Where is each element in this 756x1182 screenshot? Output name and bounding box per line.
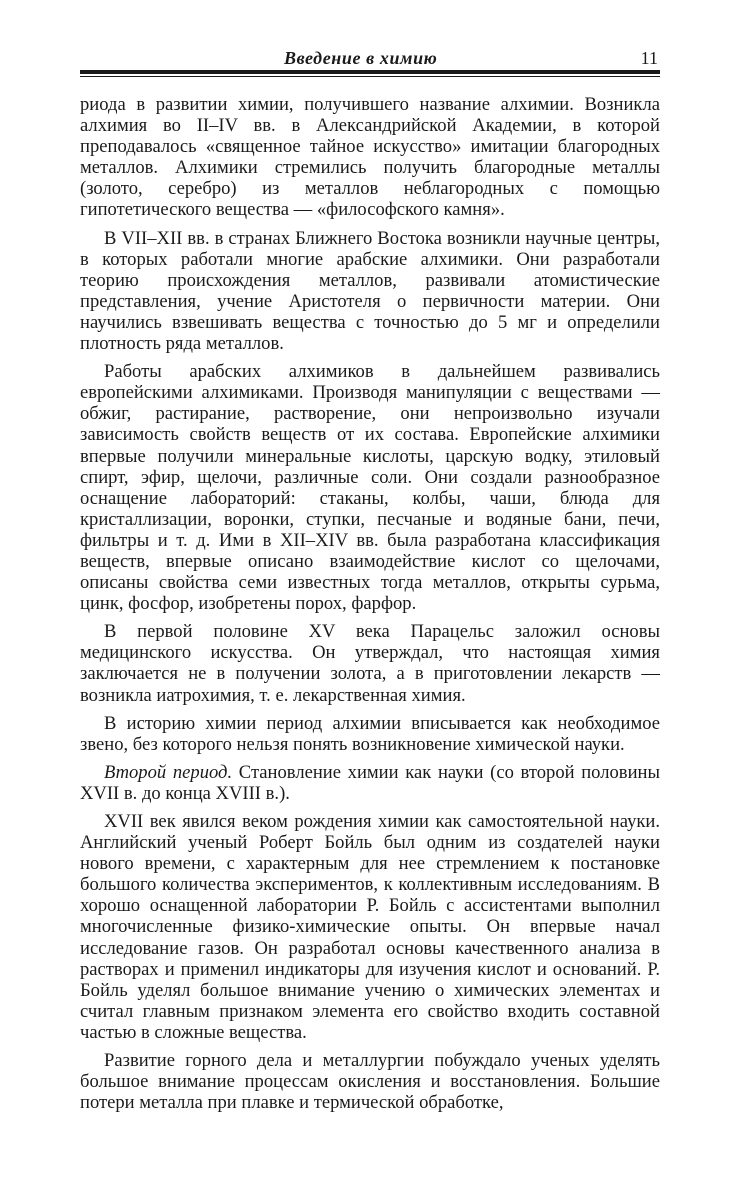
paragraph-paracelsus: В первой половине XV века Парацельс заложил основы медицинского искусства. Он утверждал, что настоящая химия заключается не в получении золота, а в приготовлении лекарств — возникла иатрохимия, т. е. лекарственная химия. <box>80 621 660 706</box>
paragraph-alchemy-role: В историю химии период алхимии вписывается как необходимое звено, без которого нельзя понять возникновение химической науки. <box>80 712 660 755</box>
paragraph-second-period <box>80 762 660 804</box>
paragraph-boyle: XVII век явился веком рождения химии как самостоятельной науки. Английский ученый Роберт Бойль был одним из создателей науки нового времени, с характерным для нее стремлением к постановке большого количества экспериментов, к коллективным исследованиям. В хорошо оснащенной лаборатории Р. Бойль с ассистентами выполнил многочисленные физико-химические опыты. Он впервые начал исследование газов. Он разработал основы качественного анализа в растворах и применил индикаторы для изучения кислот и оснований. Р. Бойль уделял большое внимание учению о химических элементах и считал главным признаком элемента его свойство входить составной частью в сложные вещества. <box>80 811 660 1043</box>
body-text <box>80 94 660 1120</box>
header-rule-thin <box>80 76 660 77</box>
paragraph-metallurgy: Развитие горного дела и металлургии побуждало ученых уделять большое внимание процессам окисления и восстановления. Большие потери металла при плавке и термической обработке, <box>80 1050 660 1114</box>
paragraph-arab-alchemists: В VII–XII вв. в странах Ближнего Востока возникли научные центры, в которых работали многие арабские алхимики. Они разработали теорию происхождения металлов, развивали атомистические представления, учение Аристотеля о первичности материи. Они научились взвешивать вещества с точностью до 5 мг и определили плотность ряда металлов. <box>80 227 660 355</box>
second-period-text: Становление химии как науки (со второй половины XVII в. до конца XVIII в.). <box>80 761 660 804</box>
second-period-label: Второй период. <box>104 761 233 783</box>
header-rule-thick <box>80 70 660 74</box>
paragraph-alchemy-origin: риода в развитии химии, получившего название алхимии. Возникла алхимия во II–IV вв. в Александрийской Академии, в которой преподавалось «священное тайное искусство» имитации благородных металлов. Алхимики стремились получить благородные металлы (золото, серебро) из металлов неблагородных с помощью гипотетического вещества — «философского камня». <box>80 94 660 221</box>
running-header <box>80 40 660 70</box>
paragraph-european-alchemists: Работы арабских алхимиков в дальнейшем развивались европейскими алхимиками. Производя манипуляции с веществами — обжиг, растирание, растворение, они непроизвольно изучали зависимость свойств веществ от их состава. Европейские алхимики впервые получили минеральные кислоты, царскую водку, этиловый спирт, эфир, щелочи, различные соли. Они создали разнообразное оснащение лабораторий: стаканы, колбы, чаши, блюда для кристаллизации, воронки, ступки, песчаные и водяные бани, печи, фильтры и т. д. Ими в XII–XIV вв. была разработана классификация веществ, впервые описано взаимодействие кислот со щелочами, описаны свойства семи известных тогда металлов, открыты сурьма, цинк, фосфор, изобретены порох, фарфор. <box>80 361 660 615</box>
book-page <box>80 40 660 1114</box>
page-number: 11 <box>640 48 658 68</box>
running-title: Введение в химию <box>284 48 438 68</box>
